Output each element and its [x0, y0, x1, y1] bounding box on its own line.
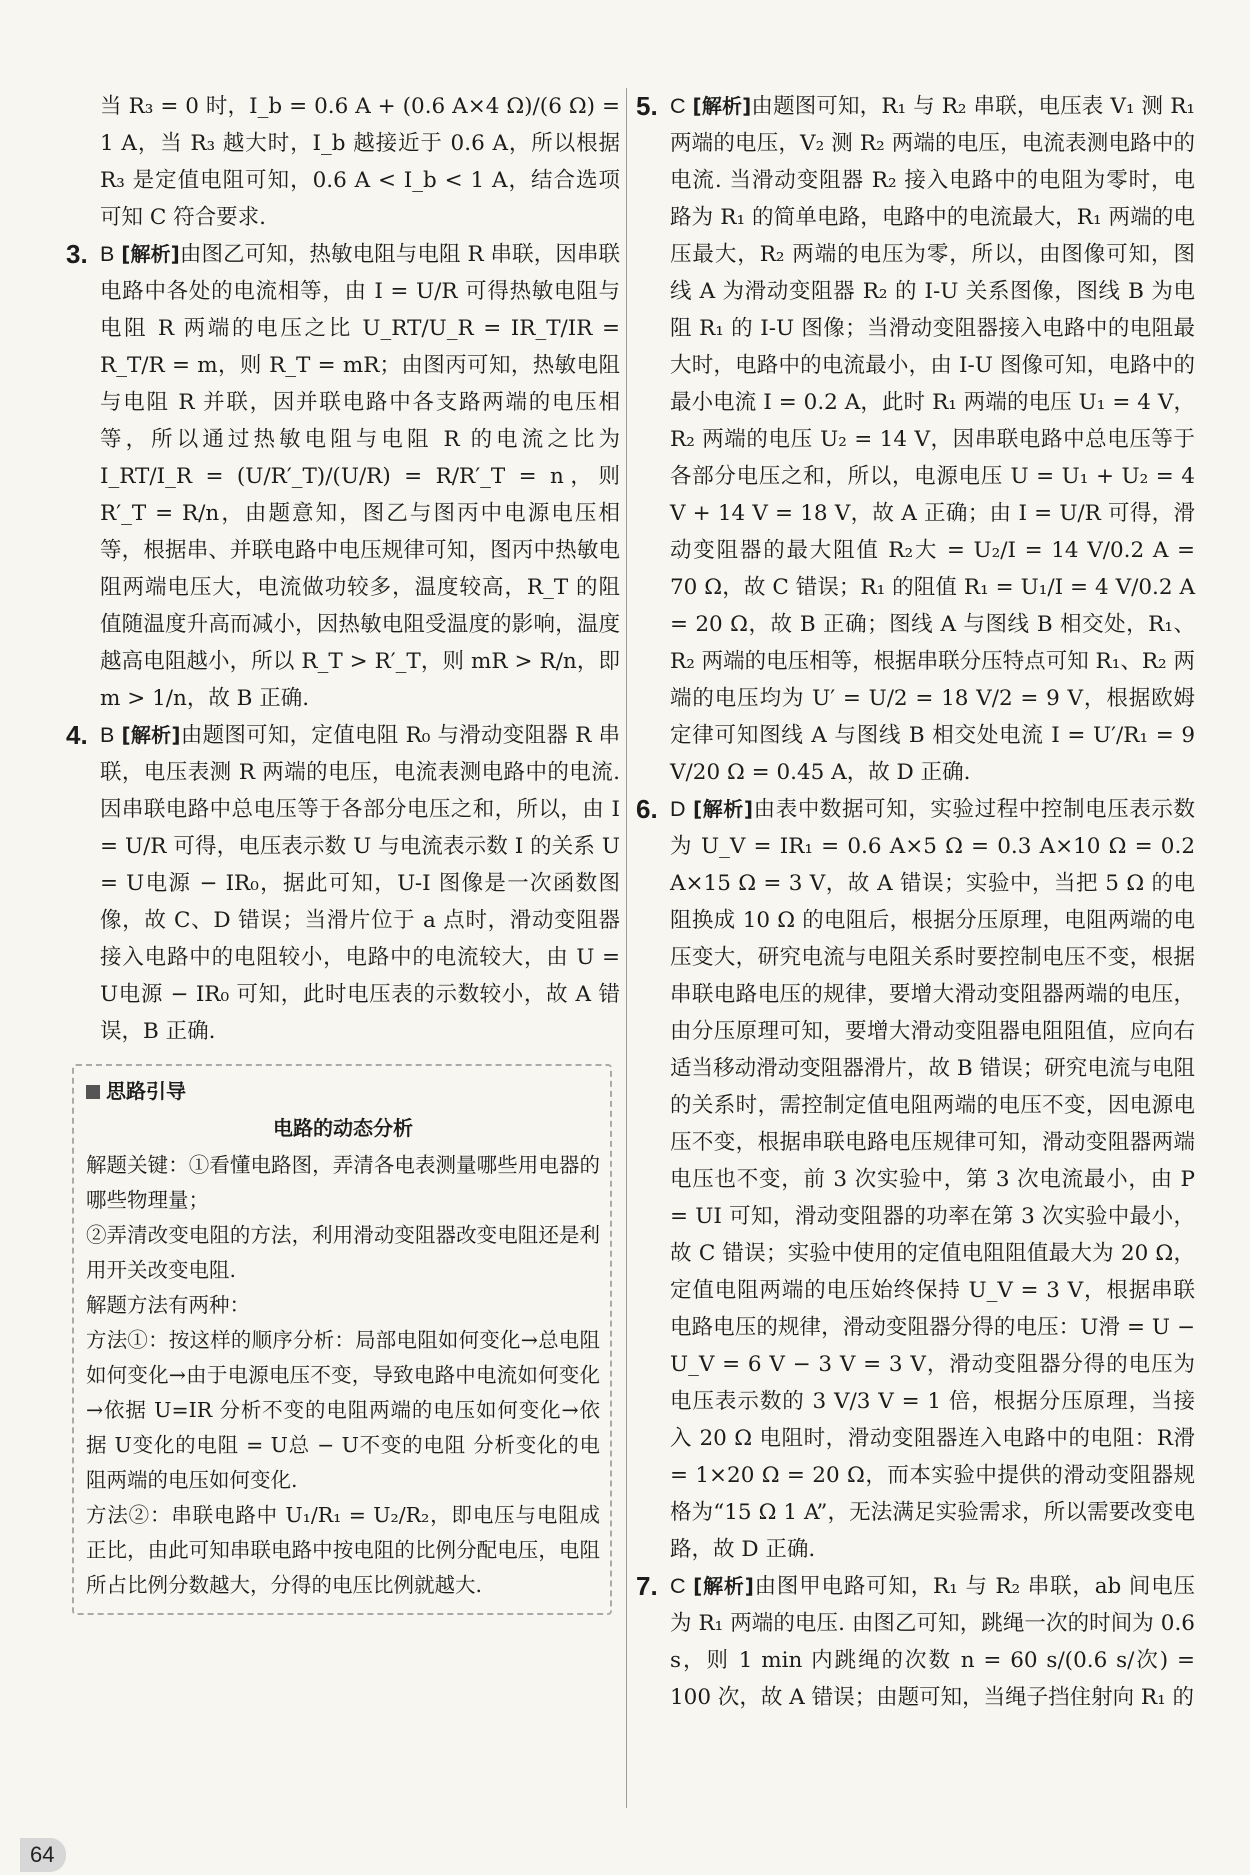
question-3 — [66, 236, 620, 717]
analysis-text: 由图甲电路可知，R₁ 与 R₂ 串联，ab 间电压为 R₁ 两端的电压. 由图乙可知，跳绳一次的时间为 0.6 s，则 1 min 内跳绳的次数 n = 60 s/(0.6 s/次) = 100 次，故 A 错误；由题可知，当绳子挡住射向 R₁ 的 — [670, 1574, 1195, 1710]
book-icon — [86, 1085, 100, 1099]
answer-letter: D — [670, 797, 686, 821]
column-divider — [626, 88, 627, 1808]
thinking-guide-box — [72, 1064, 612, 1615]
box-header — [86, 1074, 600, 1109]
analysis-tag: [解析] — [693, 1574, 754, 1598]
analysis-text: 由题图可知，定值电阻 R₀ 与滑动变阻器 R 串联，电压表测 R 两端的电压，电流表测电路中的电流. 因串联电路中总电压等于各部分电压之和，所以，由 I = U/R 可得，电压表示数 U 与电流表示数 I 的关系 U = U电源 − IR₀，据此可知，U-I 图像是一次函数图像，故 C、D 错误；当滑片位于 a 点时，滑动变阻器接入电路中的电阻较小，电路中的电流较大，由 U = U电源 − IR₀ 可知，此时电压表的示数较小，故 A 错误，B 正确. — [100, 723, 620, 1044]
left-column — [66, 88, 620, 1615]
question-5 — [636, 88, 1196, 791]
answer-letter: C — [670, 1574, 686, 1598]
box-paragraph: 解题关键：①看懂电路图，弄清各电表测量哪些用电器的哪些物理量； — [86, 1153, 600, 1212]
question-number: 4. — [66, 720, 88, 750]
box-paragraph: 方法②：串联电路中 U₁/R₁ = U₂/R₂，即电压与电阻成正比，由此可知串联电路中按电阻的比例分配电压，电阻所占比例分数越大，分得的电压比例就越大. — [86, 1503, 600, 1597]
question-7 — [636, 1568, 1195, 1716]
box-label: 思路引导 — [106, 1079, 186, 1103]
answer-letter: B — [100, 723, 115, 747]
box-paragraph: 解题方法有两种： — [86, 1293, 250, 1317]
q2-continuation: 当 R₃ = 0 时，I_b = 0.6 A + (0.6 A×4 Ω)/(6 Ω) = 1 A，当 R₃ 越大时，I_b 越接近于 0.6 A，所以根据 R₃ 是定值电阻可知，0.6 A < I_b < 1 A，结合选项可知 C 符合要求. — [100, 94, 620, 230]
answer-letter: B — [100, 242, 115, 266]
question-6 — [636, 791, 1195, 1568]
box-paragraph: 方法①：按这样的顺序分析：局部电阻如何变化→总电阻如何变化→由于电源电压不变，导致电路中电流如何变化→依据 U=IR 分析不变的电阻两端的电压如何变化→依据 U变化的电阻 = U总 − U不变的电阻 分析变化的电阻两端的电压如何变化. — [86, 1328, 600, 1492]
right-column — [636, 88, 1196, 1716]
analysis-tag: [解析] — [692, 94, 752, 118]
analysis-text: 由图乙可知，热敏电阻与电阻 R 串联，因串联电路中各处的电流相等，由 I = U/R 可得热敏电阻与电阻 R 两端的电压之比 U_RT/U_R = IR_T/IR = R_T/R = m，则 R_T = mR；由图丙可知，热敏电阻与电阻 R 并联，因并联电路中各支路两端的电压相等，所以通过热敏电阻与电阻 R 的电流之比为 I_RT/I_R = (U/R′_T)/(U/R) = R/R′_T = n，则 R′_T = R/n，由题意知，图乙与图丙中电源电压相等，根据串、并联电路中电压规律可知，图丙中热敏电阻两端电压大，电流做功较多，温度较高，R_T 的阻值随温度升高而减小，因热敏电阻受温度的影响，温度越高电阻越小，所以 R_T > R′_T，则 mR > R/n，即 m > 1/n，故 B 正确. — [100, 242, 620, 711]
page-number: 64 — [20, 1838, 66, 1872]
question-number: 5. — [636, 91, 658, 121]
question-number: 6. — [636, 794, 658, 824]
question-4 — [66, 717, 620, 1050]
analysis-tag: [解析] — [692, 797, 754, 821]
box-paragraph: ②弄清改变电阻的方法，利用滑动变阻器改变电阻还是利用开关改变电阻. — [86, 1223, 600, 1282]
question-number: 3. — [66, 239, 88, 269]
analysis-tag: [解析] — [121, 242, 180, 266]
question-number: 7. — [636, 1571, 658, 1601]
answer-letter: C — [670, 94, 686, 118]
analysis-tag: [解析] — [121, 723, 181, 747]
analysis-text: 由题图可知，R₁ 与 R₂ 串联，电压表 V₁ 测 R₁ 两端的电压，V₂ 测 R₂ 两端的电压，电流表测电路中的电流. 当滑动变阻器 R₂ 接入电路中的电阻为零时，电路为 R₁ 的简单电路，电路中的电流最大，R₁ 两端的电压最大，R₂ 两端的电压为零，所以，由图像可知，图线 A 为滑动变阻器 R₂ 的 I-U 关系图像，图线 B 为电阻 R₁ 的 I-U 图像；当滑动变阻器接入电路中的电阻最大时，电路中的电流最小，由 I-U 图像可知，电路中的最小电流 I = 0.2 A，此时 R₁ 两端的电压 U₁ = 4 V，R₂ 两端的电压 U₂ = 14 V，因串联电路中总电压等于各部分电压之和，所以，电源电压 U = U₁ + U₂ = 4 V + 14 V = 18 V，故 A 正确；由 I = U/R 可得，滑动变阻器的最大阻值 R₂大 = U₂/I = 14 V/0.2 A = 70 Ω，故 C 错误；R₁ 的阻值 R₁ = U₁/I = 4 V/0.2 A = 20 Ω，故 B 正确；图线 A 与图线 B 相交处，R₁、R₂ 两端的电压相等，根据串联分压特点可知 R₁、R₂ 两端的电压均为 U′ = U/2 = 18 V/2 = 9 V，根据欧姆定律可知图线 A 与图线 B 相交处电流 I = U′/R₁ = 9 V/20 Ω = 0.45 A，故 D 正确. — [670, 94, 1196, 785]
analysis-text: 由表中数据可知，实验过程中控制电压表示数为 U_V = IR₁ = 0.6 A×5 Ω = 0.3 A×10 Ω = 0.2 A×15 Ω = 3 V，故 A 错误；实验中，当把 5 Ω 的电阻换成 10 Ω 的电阻后，根据分压原理，电阻两端的电压变大，研究电流与电阻关系时要控制电压不变，根据串联电路电压的规律，要增大滑动变阻器两端的电压，由分压原理可知，要增大滑动变阻器电阻阻值，应向右适当移动滑动变阻器滑片，故 B 错误；研究电流与电阻的关系时，需控制定值电阻两端的电压不变，因电源电压不变，根据串联电路电压规律可知，滑动变阻器两端电压也不变，前 3 次实验中，第 3 次电流最小，由 P = UI 可知，滑动变阻器的功率在第 3 次实验中最小，故 C 错误；实验中使用的定值电阻阻值最大为 20 Ω，定值电阻两端的电压始终保持 U_V = 3 V，根据串联电路电压的规律，滑动变阻器分得的电压：U滑 = U − U_V = 6 V − 3 V = 3 V，滑动变阻器分得的电压为电压表示数的 3 V/3 V = 1 倍，根据分压原理，当接入 20 Ω 电阻时，滑动变阻器连入电路中的电阻：R滑 = 1×20 Ω = 20 Ω，而本实验中提供的滑动变阻器规格为“15 Ω 1 A”，无法满足实验需求，所以需要改变电路，故 D 正确. — [670, 797, 1195, 1562]
box-title: 电路的动态分析 — [273, 1116, 413, 1140]
